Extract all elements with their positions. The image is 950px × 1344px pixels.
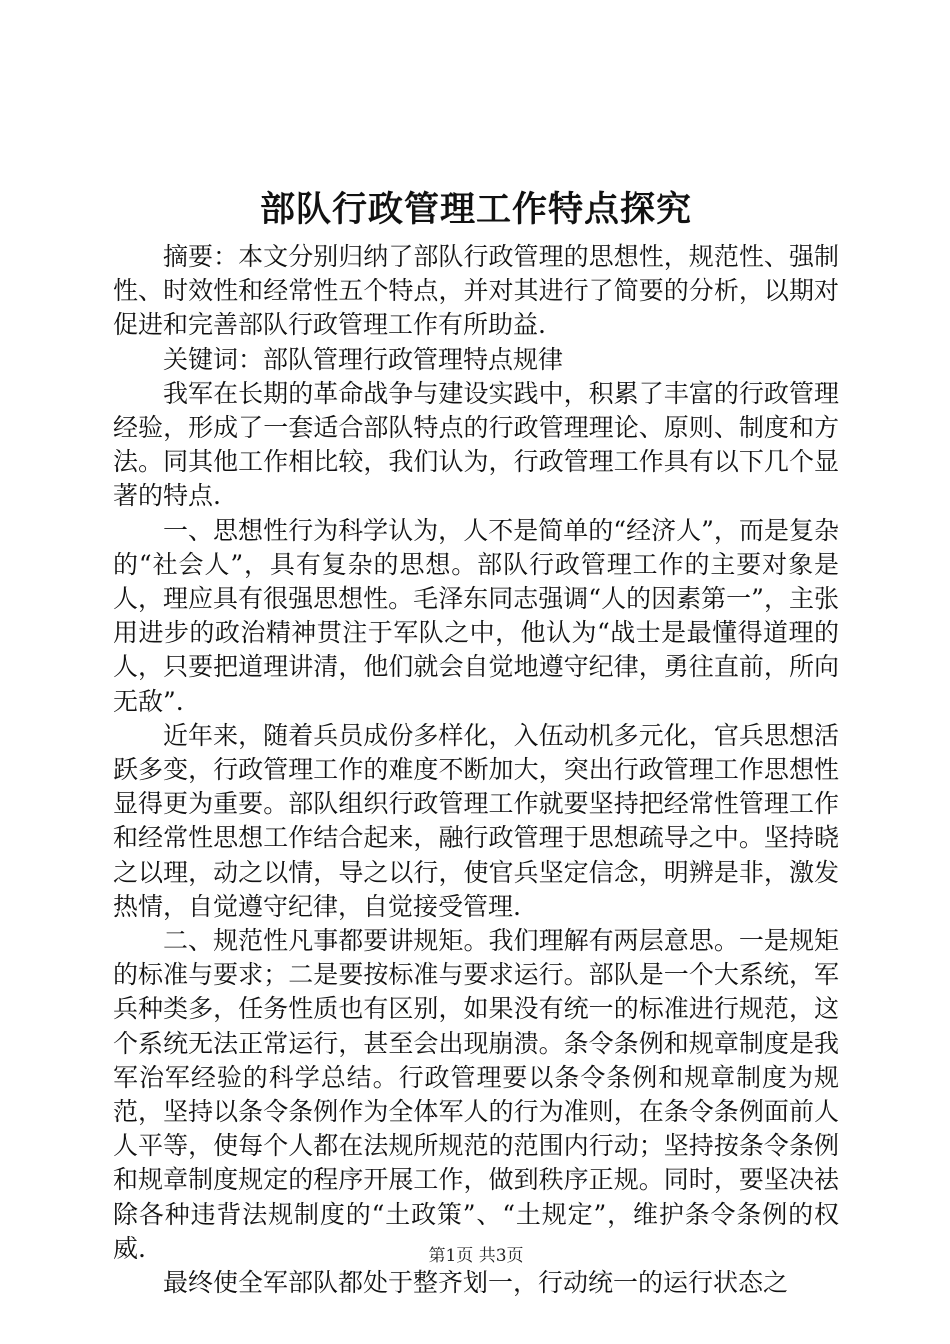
document-title: 部队行政管理工作特点探究 xyxy=(259,189,692,230)
section-thought-continued-paragraph: 近年来，随着兵员成份多样化，入伍动机多元化，官兵思想活跃多变，行政管理工作的难度不断加大，突出行政管理工作思想性显得更为重要。部队组织行政管理工作就要坚持把经常性管理工作和经常性思想工作结合起来，融行政管理于思想疏导之中。坚持晓之以理，动之以情，导之以行，使官兵坚定信念，明辨是非，激发热情，自觉遵守纪律，自觉接受管理. xyxy=(113,720,839,921)
section-norms-paragraph: 二、规范性凡事都要讲规矩。我们理解有两层意思。一是规矩的标准与要求；二是要按标准与要求运行。部队是一个大系统，军兵种类多，任务性质也有区别，如果没有统一的标准进行规范，这个系统无法正常运行，甚至会出现崩溃。条令条例和规章制度是我军治军经验的科学总结。行政管理要以条令条例和规章制度为规范，坚持以条令条例作为全体军人的行为准则，在条令条例面前人人平等，使每个人都在法规所规范的范围内行动；坚持按条令条例和规章制度规定的程序开展工作，做到秩序正规。同时，要坚决祛除各种违背法规制度的“土政策”、“土规定”，维护条令条例的权威. xyxy=(113,926,839,1263)
keywords-paragraph: 关键词：部队管理行政管理特点规律 xyxy=(163,344,564,374)
section-thought-paragraph: 一、思想性行为科学认为，人不是简单的“经济人”，而是复杂的“社会人”，具有复杂的思想。部队行政管理工作的主要对象是人，理应具有很强思想性。毛泽东同志强调“人的因素第一”，主张用进步的政治精神贯注于军队之中，他认为“战士是最懂得道理的人，只要把道理讲清，他们就会自觉地遵守纪律，勇往直前，所向无敌”. xyxy=(113,515,839,716)
document-body xyxy=(113,240,839,1300)
abstract-paragraph: 摘要：本文分别归纳了部队行政管理的思想性，规范性、强制性、时效性和经常性五个特点，并对其进行了简要的分析，以期对促进和完善部队行政管理工作有所助益. xyxy=(113,242,839,340)
page-number-footer: 第1页 共3页 xyxy=(428,1246,524,1266)
intro-paragraph: 我军在长期的革命战争与建设实践中，积累了丰富的行政管理经验，形成了一套适合部队特点的行政管理理论、原则、制度和方法。同其他工作相比较，我们认为，行政管理工作具有以下几个显著的特点. xyxy=(113,378,839,511)
document-page xyxy=(113,0,839,1344)
closing-paragraph: 最终使全军部队都处于整齐划一，行动统一的运行状态之 xyxy=(163,1268,789,1298)
